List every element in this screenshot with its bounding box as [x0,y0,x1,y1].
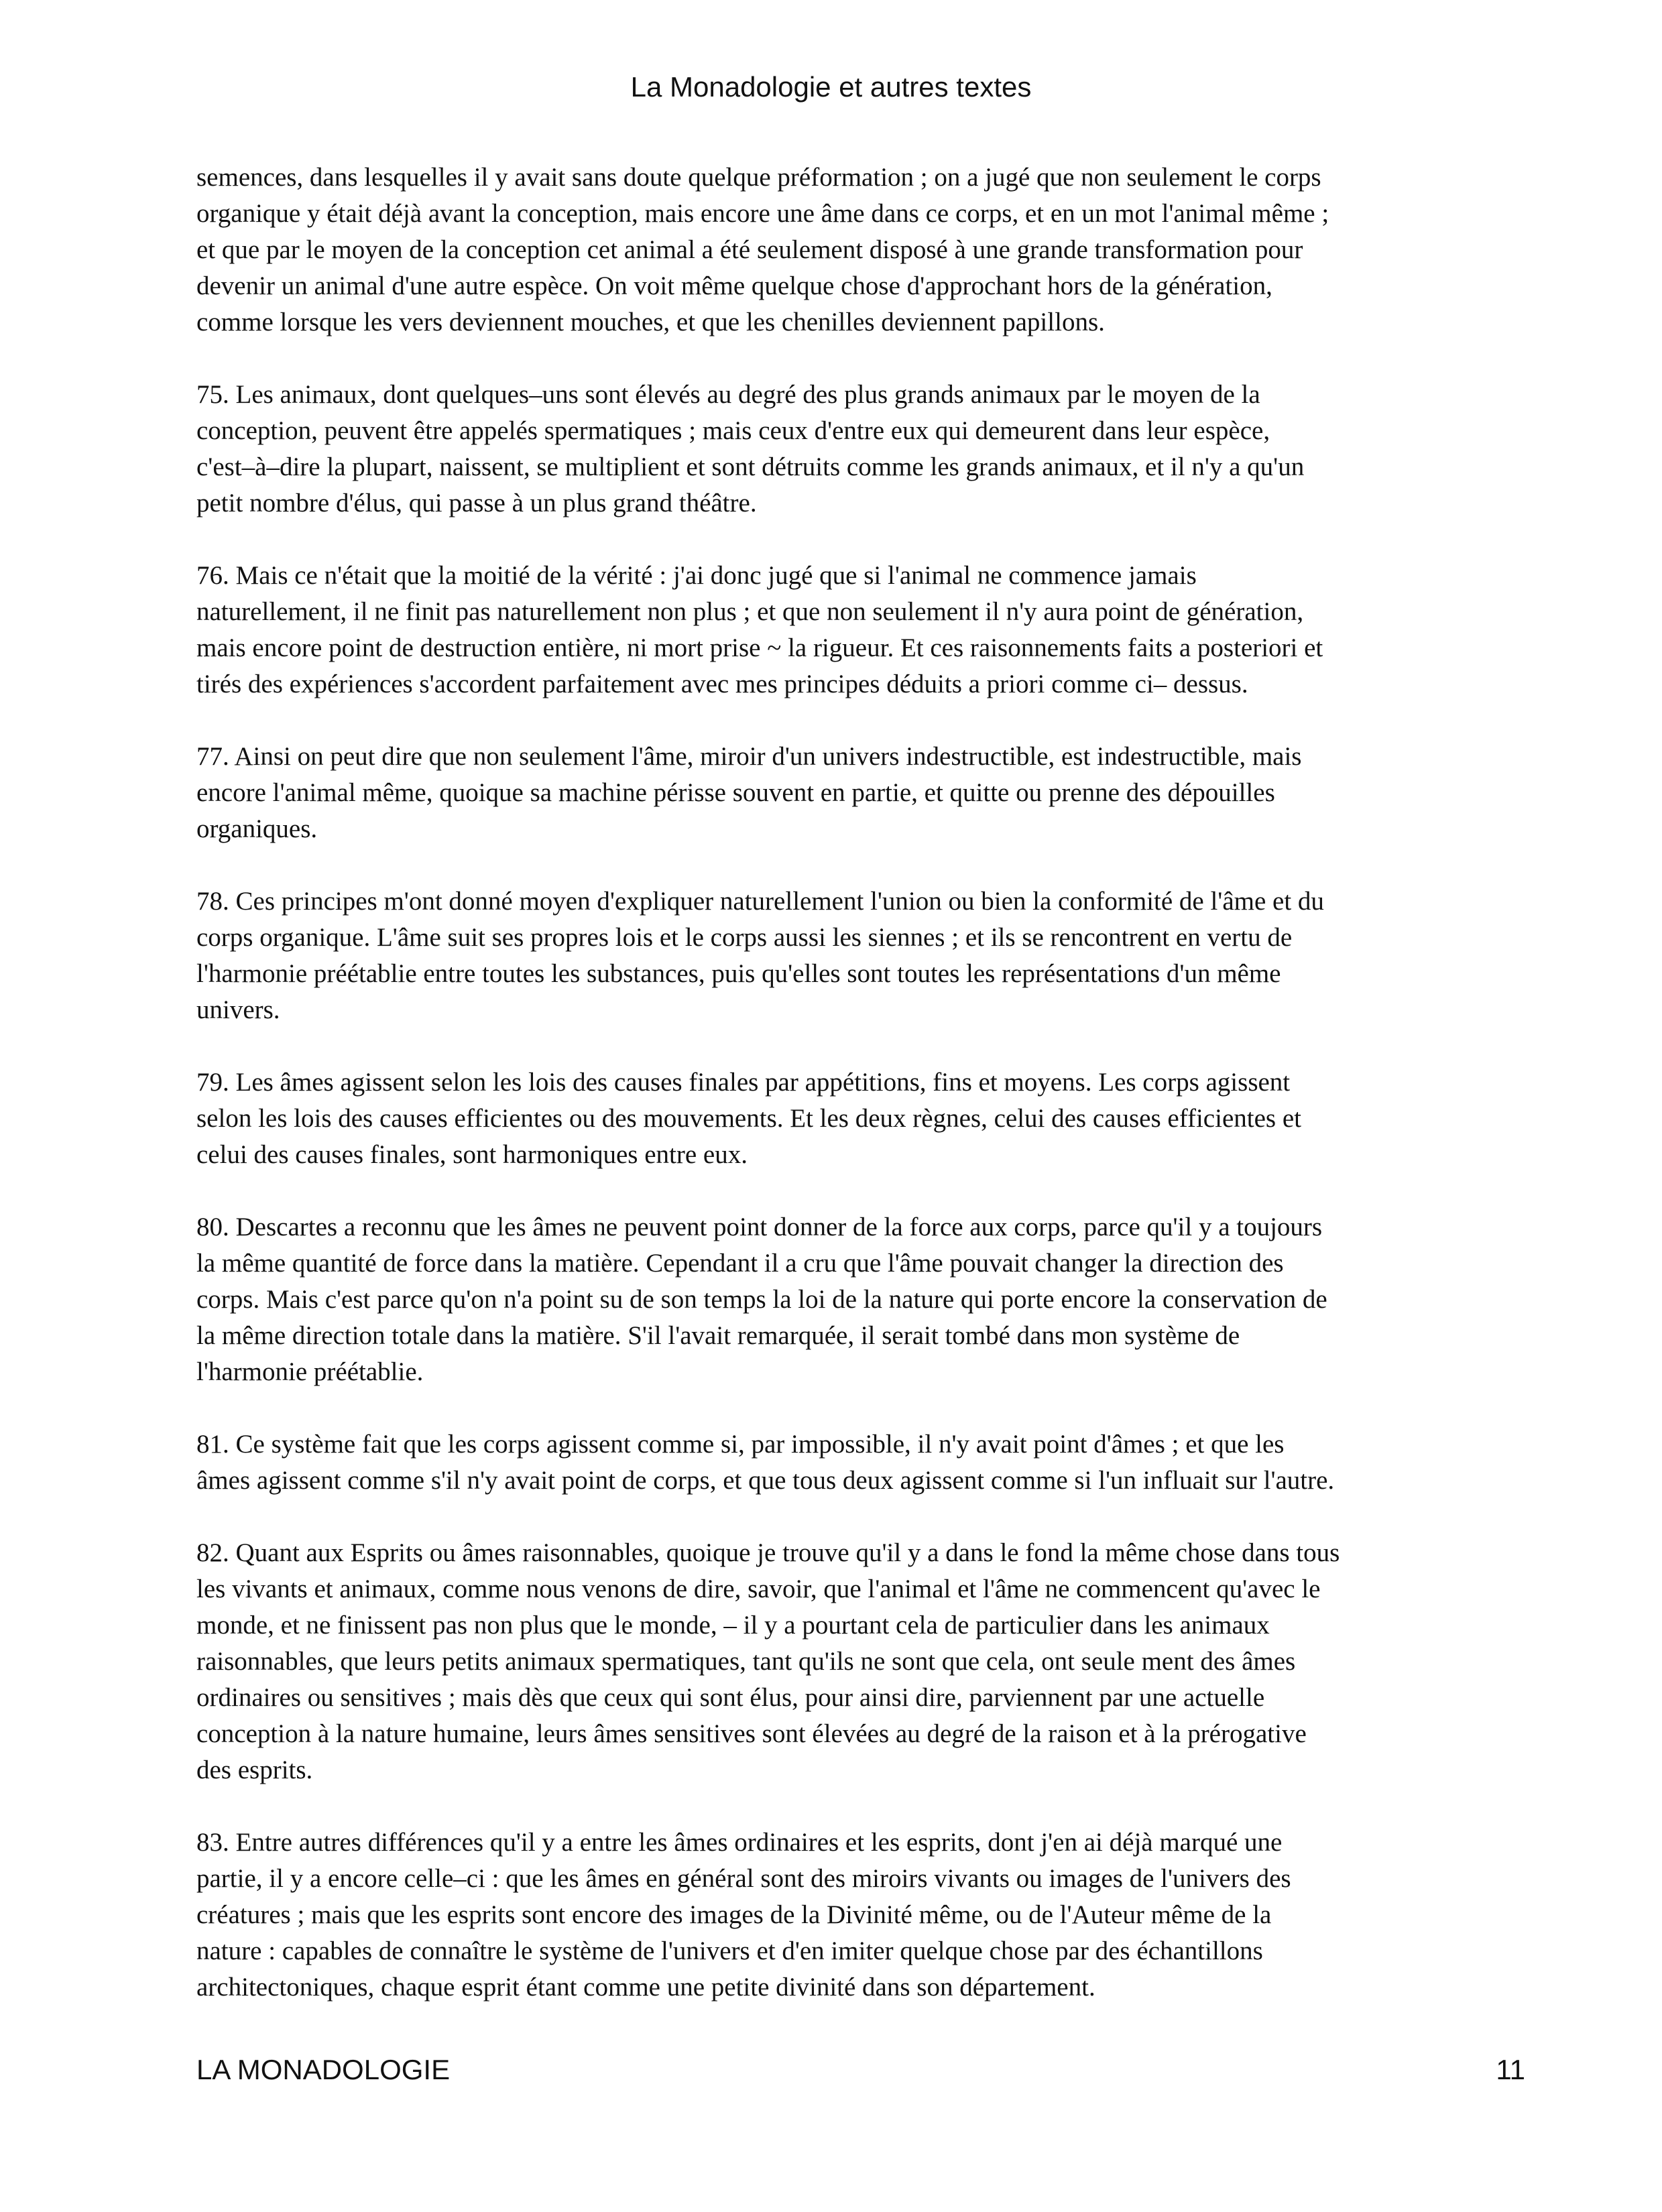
text-line: 78. Ces principes m'ont donné moyen d'expliquer naturellement l'union ou bien la conformité de l'âme et du [196,887,1324,916]
text-line: conception à la nature humaine, leurs âmes sensitives sont élevées au degré de la raison et à la prérogative [196,1719,1307,1748]
text-line: 76. Mais ce n'était que la moitié de la vérité : j'ai donc jugé que si l'animal ne commence jamais [196,561,1197,590]
paragraph-79 [196,1064,1484,1173]
text-line: l'harmonie préétablie. [196,1357,424,1386]
text-line: 82. Quant aux Esprits ou âmes raisonnables, quoique je trouve qu'il y a dans le fond la même chose dans tous [196,1538,1340,1567]
text-line: comme lorsque les vers deviennent mouches, et que les chenilles deviennent papillons. [196,308,1105,336]
page-footer [196,2050,1525,2090]
text-line: âmes agissent comme s'il n'y avait point de corps, et que tous deux agissent comme si l'un influait sur l'autre. [196,1466,1335,1495]
text-line: corps organique. L'âme suit ses propres lois et le corps aussi les siennes ; et ils se rencontrent en vertu de [196,923,1293,952]
text-line: 83. Entre autres différences qu'il y a entre les âmes ordinaires et les esprits, dont j'en ai déjà marqué une [196,1828,1283,1857]
paragraph-74-continuation [196,160,1484,341]
text-line: encore l'animal même, quoique sa machine périsse souvent en partie, et quitte ou prenne des dépouilles [196,778,1275,807]
text-line: 75. Les animaux, dont quelques–uns sont élevés au degré des plus grands animaux par le moyen de la [196,380,1260,409]
text-line: 79. Les âmes agissent selon les lois des causes finales par appétitions, fins et moyens. Les corps agissent [196,1068,1291,1097]
text-line: univers. [196,995,280,1024]
text-line: celui des causes finales, sont harmoniques entre eux. [196,1140,748,1169]
text-line: les vivants et animaux, comme nous venons de dire, savoir, que l'animal et l'âme ne commencent qu'avec le [196,1575,1321,1603]
paragraph-75 [196,377,1484,521]
text-line: organiques. [196,814,318,843]
text-line: monde, et ne finissent pas non plus que le monde, – il y a pourtant cela de particulier dans les animaux [196,1611,1270,1640]
text-line: devenir un animal d'une autre espèce. On voit même quelque chose d'approchant hors de la génération, [196,271,1272,300]
text-line: petit nombre d'élus, qui passe à un plus grand théâtre. [196,489,757,517]
text-line: l'harmonie préétablie entre toutes les substances, puis qu'elles sont toutes les représentations d'un même [196,959,1281,988]
page-number: 11 [1496,2054,1525,2085]
paragraph-81 [196,1426,1484,1499]
paragraph-80 [196,1209,1484,1390]
footer-section-title: LA MONADOLOGIE [196,2054,451,2085]
text-line: nature : capables de connaître le système de l'univers et d'en imiter quelque chose par des échantillons [196,1937,1263,1965]
paragraph-82 [196,1535,1484,1788]
text-line: selon les lois des causes efficientes ou des mouvements. Et les deux règnes, celui des causes efficientes et [196,1104,1301,1133]
paragraph-77 [196,739,1484,847]
text-line: 81. Ce système fait que les corps agissent comme si, par impossible, il n'y avait point d'âmes ; et que les [196,1430,1285,1459]
text-line: semences, dans lesquelles il y avait sans doute quelque préformation ; on a jugé que non seulement le corps [196,163,1321,192]
text-line: partie, il y a encore celle–ci : que les âmes en général sont des miroirs vivants ou images de l'univers des [196,1864,1291,1893]
text-line: la même quantité de force dans la matière. Cependant il a cru que l'âme pouvait changer la direction des [196,1249,1284,1278]
text-line: tirés des expériences s'accordent parfaitement avec mes principes déduits a priori comme ci– dessus. [196,670,1248,698]
text-line: mais encore point de destruction entière, ni mort prise ~ la rigueur. Et ces raisonnements faits a posteriori et [196,633,1323,662]
text-line: corps. Mais c'est parce qu'on n'a point su de son temps la loi de la nature qui porte encore la conservation de [196,1285,1327,1314]
text-line: architectoniques, chaque esprit étant comme une petite divinité dans son département. [196,1973,1095,2002]
text-line: conception, peuvent être appelés spermatiques ; mais ceux d'entre eux qui demeurent dans leur espèce, [196,416,1270,445]
text-line: des esprits. [196,1756,313,1784]
text-line: ordinaires ou sensitives ; mais dès que ceux qui sont élus, pour ainsi dire, parviennent par une actuelle [196,1683,1265,1712]
body-text [196,160,1484,2006]
text-line: 77. Ainsi on peut dire que non seulement l'âme, miroir d'un univers indestructible, est indestructible, mais [196,742,1302,771]
text-line: la même direction totale dans la matière. S'il l'avait remarquée, il serait tombé dans mon système de [196,1321,1240,1350]
text-line: et que par le moyen de la conception cet animal a été seulement disposé à une grande transformation pour [196,235,1303,264]
text-line: naturellement, il ne finit pas naturellement non plus ; et que non seulement il n'y aura point de génération, [196,597,1304,626]
text-line: c'est–à–dire la plupart, naissent, se multiplient et sont détruits comme les grands animaux, et il n'y a qu'un [196,452,1305,481]
text-line: organique y était déjà avant la conception, mais encore une âme dans ce corps, et en un mot l'animal même ; [196,199,1329,228]
text-line: raisonnables, que leurs petits animaux spermatiques, tant qu'ils ne sont que cela, ont seule ment des âmes [196,1647,1296,1676]
running-header: La Monadologie et autres textes [630,71,1032,103]
paragraph-76 [196,558,1484,702]
paragraph-78 [196,883,1484,1028]
text-line: 80. Descartes a reconnu que les âmes ne peuvent point donner de la force aux corps, parce qu'il y a toujours [196,1213,1323,1241]
text-line: créatures ; mais que les esprits sont encore des images de la Divinité même, ou de l'Auteur même de la [196,1900,1272,1929]
paragraph-83 [196,1825,1484,2006]
